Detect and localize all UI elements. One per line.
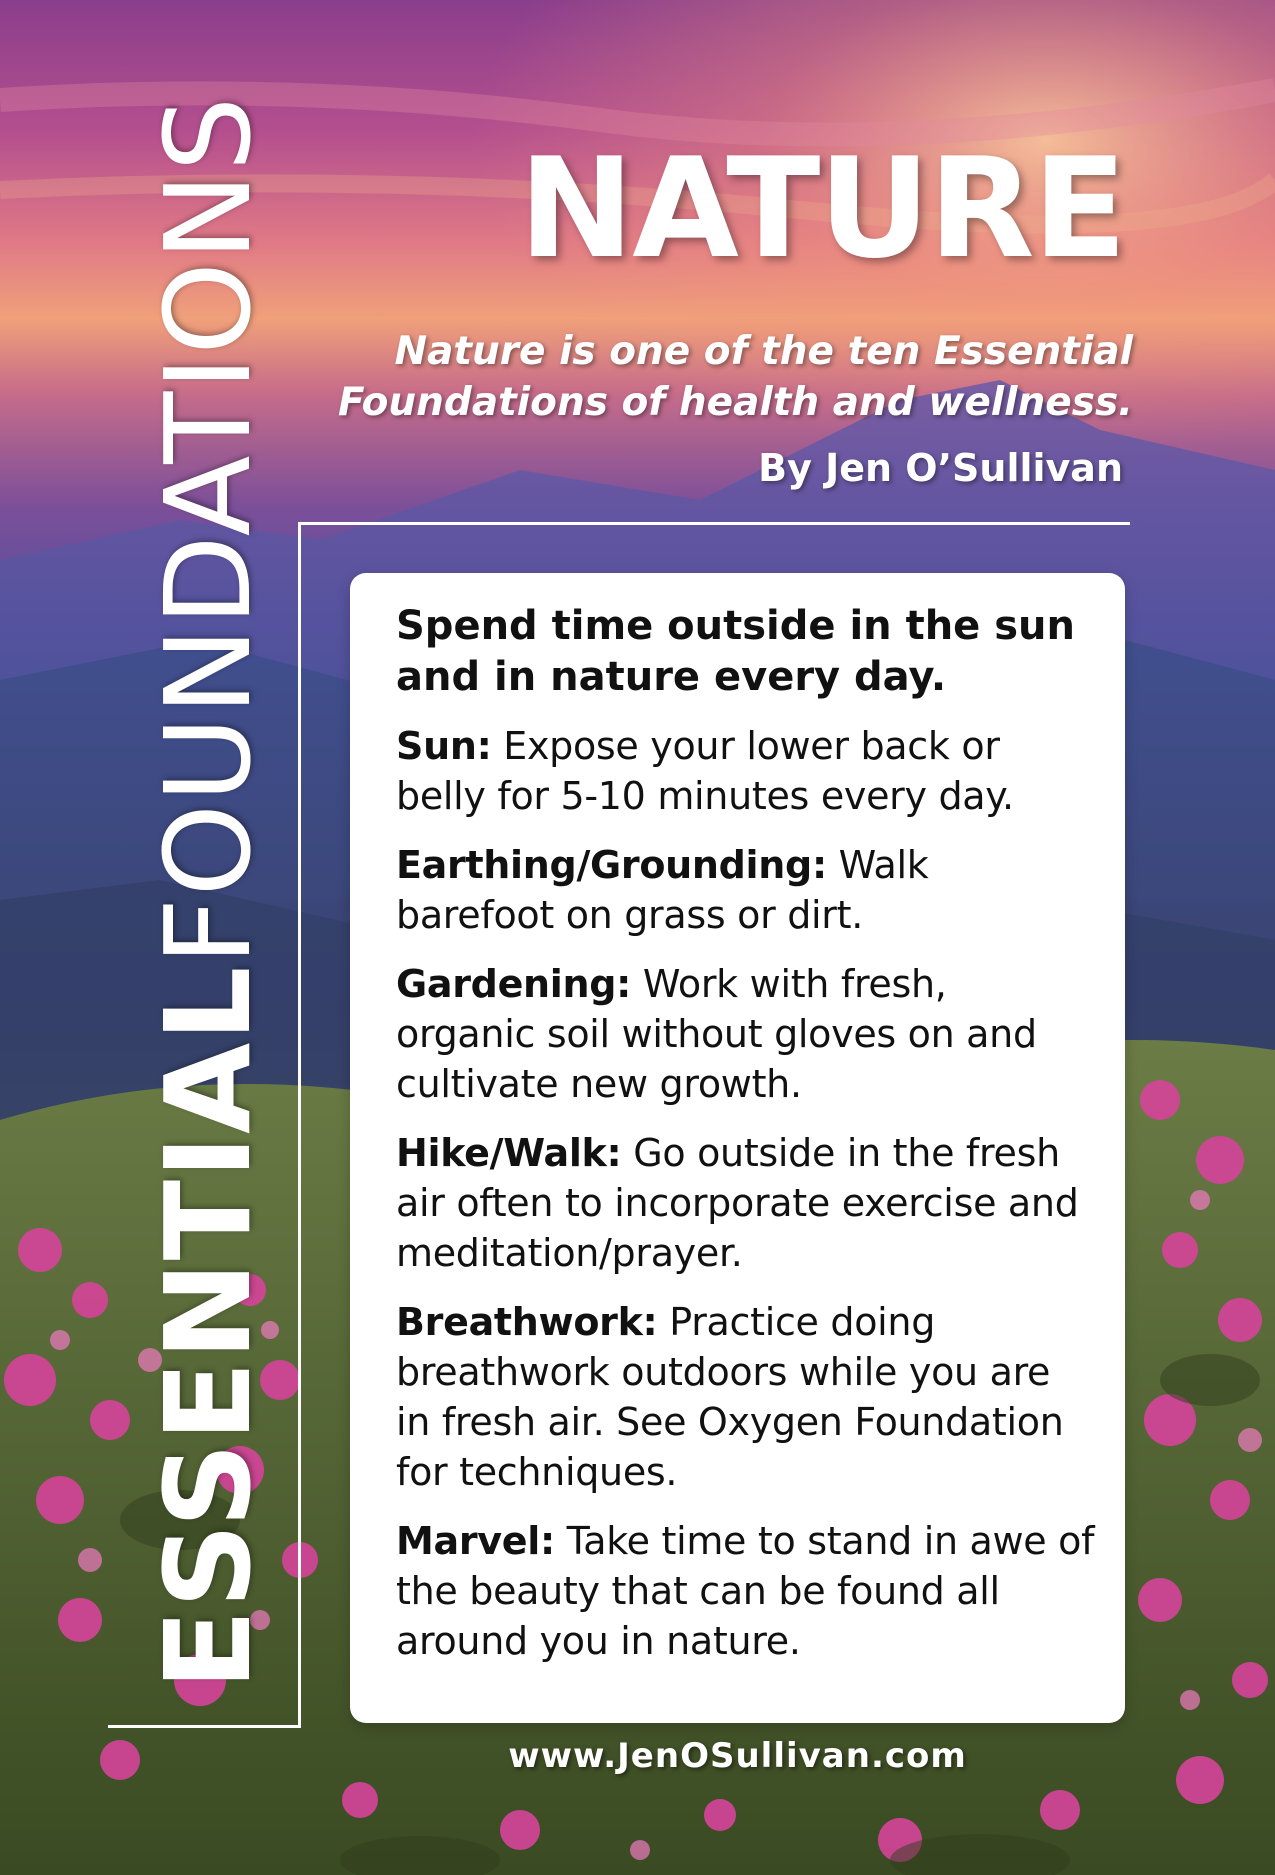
item-term: Hike/Walk: xyxy=(396,1131,622,1175)
list-item xyxy=(396,721,1095,821)
list-item xyxy=(396,1297,1095,1497)
item-text: Work with fresh, organic soil without gloves on and cultivate new growth. xyxy=(396,962,1037,1106)
item-text: Expose your lower back or belly for 5-10 minutes every day. xyxy=(396,724,1014,818)
item-term: Marvel: xyxy=(396,1519,555,1563)
subtitle-line: Nature is one of the ten Essential xyxy=(394,329,1133,374)
author-byline: By Jen O’Sullivan xyxy=(758,446,1123,490)
vertical-series-title xyxy=(138,95,278,1690)
list-item xyxy=(396,959,1095,1109)
page-title: NATURE xyxy=(518,128,1125,289)
intro-text: Spend time outside in the sun and in nature every day. xyxy=(396,603,1075,700)
item-text: Walk barefoot on grass or dirt. xyxy=(396,843,929,937)
item-term: Earthing/Grounding: xyxy=(396,843,827,887)
frame-line-top xyxy=(300,522,1130,525)
vertical-title-bold: ESSENTIAL xyxy=(139,965,277,1690)
list-item xyxy=(396,1516,1095,1666)
frame-line-left xyxy=(298,522,301,1727)
item-text: Go outside in the fresh air often to incorporate exercise and meditation/prayer. xyxy=(396,1131,1079,1275)
website-link[interactable]: www.JenOSullivan.com xyxy=(508,1736,967,1776)
item-term: Breathwork: xyxy=(396,1300,658,1344)
item-term: Sun: xyxy=(396,724,492,768)
frame-line-bottom xyxy=(108,1725,301,1728)
item-text: Practice doing breathwork outdoors while you are in fresh air. See Oxygen Foundation for techniques. xyxy=(396,1300,1064,1494)
content-box xyxy=(350,573,1125,1723)
vertical-title-light: FOUNDATIONS xyxy=(139,95,277,966)
subtitle-line: Foundations of health and wellness. xyxy=(337,380,1133,425)
item-text: Take time to stand in awe of the beauty that can be found all around you in nature. xyxy=(396,1519,1095,1663)
list-item xyxy=(396,840,1095,940)
subtitle xyxy=(338,326,1133,428)
list-item xyxy=(396,1128,1095,1278)
item-term: Gardening: xyxy=(396,962,632,1006)
